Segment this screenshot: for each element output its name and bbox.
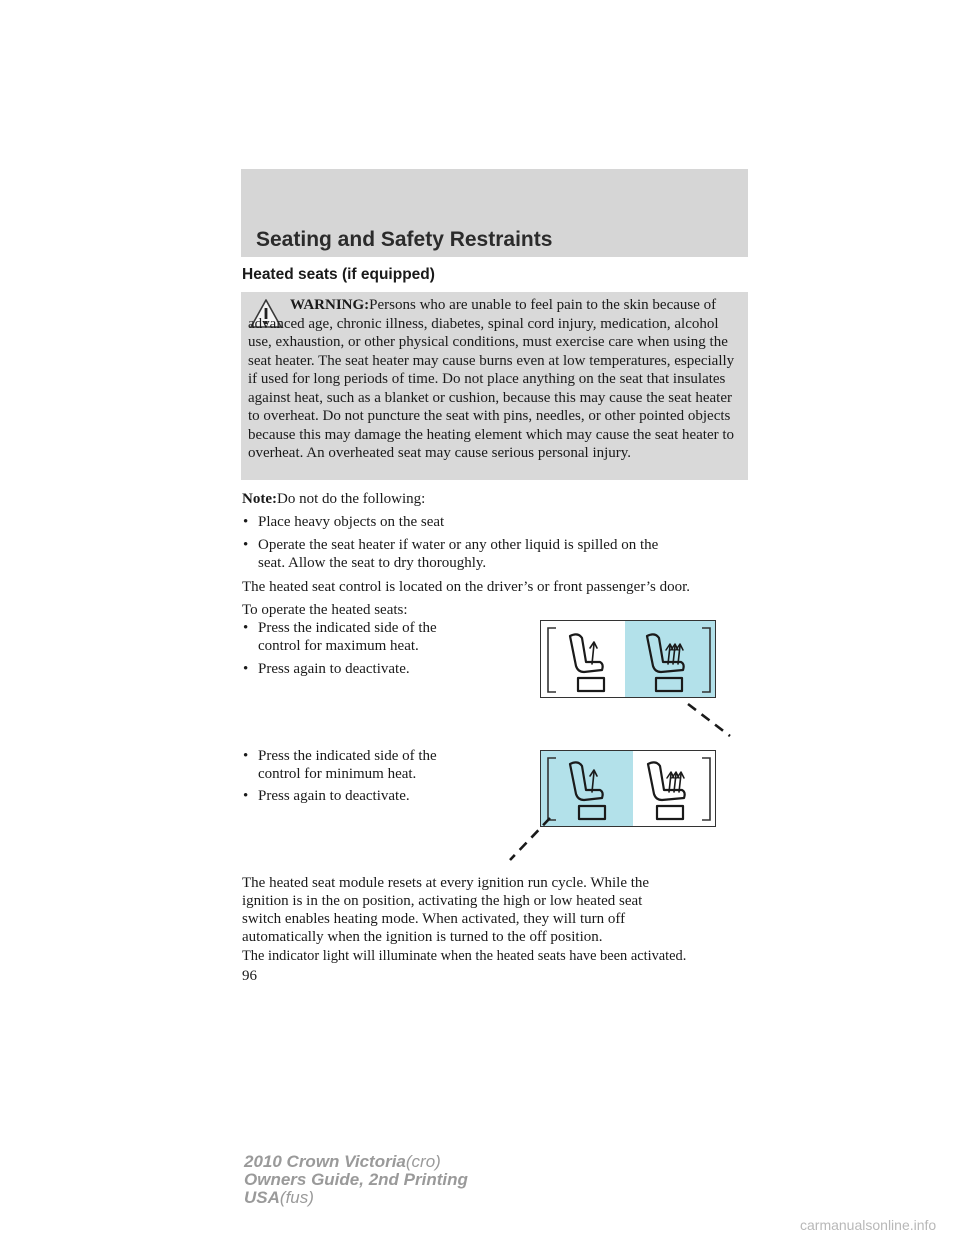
low-heat-control-diagram [508,750,720,866]
low-heat-highlight [541,751,633,826]
high-heat-pointer-line [688,704,730,736]
operate-intro-text: To operate the heated seats: [242,602,408,618]
watermark: carmanualsonline.info [800,1217,937,1233]
note-paragraph [242,490,425,509]
page-number: 96 [242,968,257,984]
section-title: Seating and Safety Restraints [256,228,553,251]
module-reset-line-1: The heated seat module resets at every ignition run cycle. While the [242,875,650,891]
low-heat-pointer-line [510,818,550,860]
warning-body: Persons who are unable to feel pain to the skin because of advanced age, chronic illness, diabetes, spinal cord injury, medication, alcohol use, exhaustion, or other physical conditions, must exercise care when using the seat heater. The seat heater may cause burns even at low temperatures, especially if used for long periods of time. Do not place anything on the seat that insulates against heat, such as a blanket or cushion, because this may cause the seat heater to overheat. Do not puncture the seat with pins, needles, or other pointed objects because this may damage the heating element which may cause the seat heater to overheat. An overheated seat may cause serious personal injury. [248,297,735,461]
footer [244,1153,468,1207]
footer-line-3: USA(fus) [244,1188,314,1207]
subheading: Heated seats (if equipped) [242,266,435,283]
footer-line-2: Owners Guide, 2nd Printing [244,1170,468,1189]
warning-label: WARNING: [290,297,370,313]
indicator-text: The indicator light will illuminate when the heated seats have been activated. [242,948,687,964]
footer-line-1: 2010 Crown Victoria(cro) [244,1152,441,1171]
module-reset-line-3: switch enables heating mode. When activated, they will turn off [242,911,626,927]
high-heat-control-diagram [540,620,750,740]
control-location-text: The heated seat control is located on the driver’s or front passenger’s door. [242,579,691,595]
module-reset-line-2: ignition is in the on position, activating the high or low heated seat [242,893,643,909]
note-label: Note: [242,491,277,507]
high-heat-highlight [625,621,715,697]
note-text: Do not do the following: [276,491,426,507]
warning-text [248,296,744,463]
module-reset-line-4: automatically when the ignition is turned to the off position. [242,929,603,945]
